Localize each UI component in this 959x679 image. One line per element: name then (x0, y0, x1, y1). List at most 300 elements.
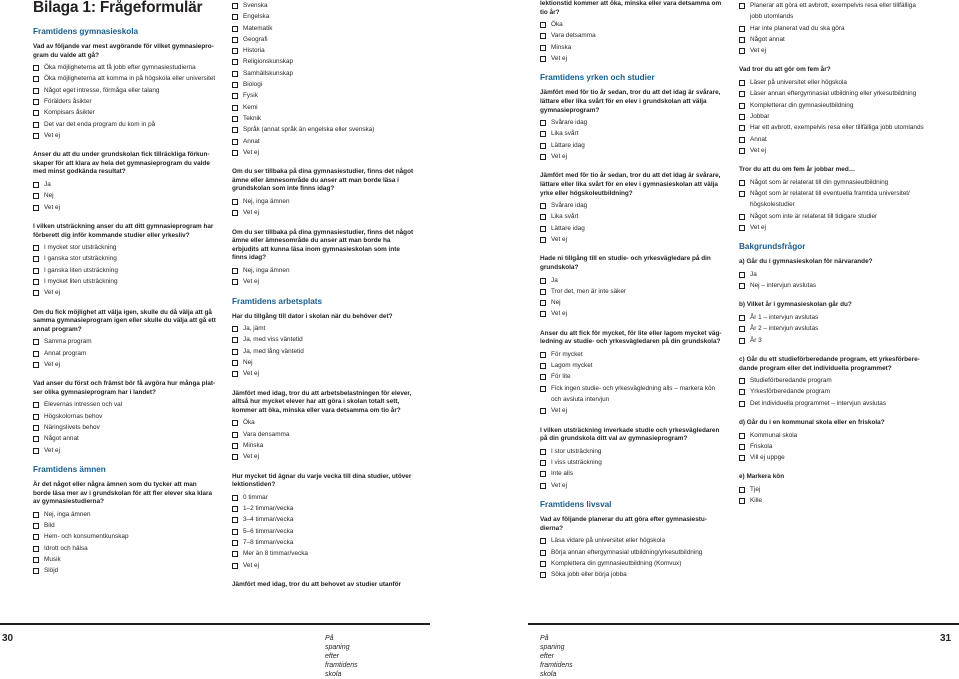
answer-option-label: Lika svårt (551, 213, 579, 221)
answer-option-label: Nej, inga ämnen (44, 510, 91, 518)
answer-option-label: Svenska (243, 2, 268, 9)
answer-option (739, 211, 929, 222)
answer-option-label: Kommunal skola (750, 431, 798, 439)
answer-option (33, 287, 216, 298)
answer-option-label: Vara detsamma (551, 32, 596, 40)
checkbox-icon[interactable] (540, 538, 546, 544)
answer-option (739, 45, 929, 56)
checkbox-icon[interactable] (739, 180, 745, 186)
answer-option (232, 526, 417, 537)
checkbox-icon[interactable] (232, 37, 238, 43)
answer-option-label: I viss utsträckning (551, 459, 602, 467)
answer-option (540, 53, 725, 64)
checkbox-icon[interactable] (540, 120, 546, 126)
checkbox-icon[interactable] (540, 278, 546, 284)
checkbox-icon[interactable] (540, 449, 546, 455)
checkbox-icon[interactable] (232, 93, 238, 99)
answer-option (232, 323, 417, 334)
checkbox-icon[interactable] (33, 205, 39, 211)
answer-option (540, 457, 725, 468)
checkbox-icon[interactable] (33, 534, 39, 540)
answer-option-label: Kemi (243, 103, 258, 111)
checkbox-icon[interactable] (540, 471, 546, 477)
answer-option-label: Lika svårt (551, 130, 579, 138)
checkbox-icon[interactable] (232, 268, 238, 274)
checkbox-icon[interactable] (33, 182, 39, 188)
checkbox-icon[interactable] (540, 203, 546, 209)
checkbox-icon[interactable] (739, 444, 745, 450)
checkbox-icon[interactable] (232, 150, 238, 156)
answer-option (33, 179, 216, 190)
checkbox-icon[interactable] (540, 363, 546, 369)
answer-option-label: Lättare idag (551, 224, 585, 232)
checkbox-icon[interactable] (232, 337, 238, 343)
checkbox-icon[interactable] (33, 414, 39, 420)
checkbox-icon[interactable] (232, 551, 238, 557)
checkbox-icon[interactable] (232, 48, 238, 54)
checkbox-icon[interactable] (232, 529, 238, 535)
question-text: Jämfört med idag, tror du att arbetsbelastningen för elever, alltså hur mycket elever har att göra i skolan totalt sett, kommer att öka, minska eller vara detsamma om tio år? (232, 389, 412, 414)
answer-option (232, 346, 417, 357)
answer-option (33, 359, 216, 370)
checkbox-icon[interactable] (33, 245, 39, 251)
answer-option-label: Vet ej (44, 289, 60, 297)
answer-option (739, 100, 929, 111)
answer-option-label: Läser på universitet eller högskola (750, 79, 847, 87)
right-page-column-1 (540, 0, 725, 580)
footer-rule-left (0, 623, 430, 625)
answer-option (232, 429, 417, 440)
checkbox-icon[interactable] (540, 143, 546, 149)
answer-option (232, 514, 417, 525)
checkbox-icon[interactable] (540, 311, 546, 317)
answer-option (232, 147, 417, 158)
checkbox-icon[interactable] (739, 103, 745, 109)
checkbox-icon[interactable] (232, 506, 238, 512)
checkbox-icon[interactable] (232, 495, 238, 501)
answer-option-label: Komplettera din gymnasieutbildning (Komvux) (551, 559, 682, 567)
answer-option-label: Vet ej (750, 223, 766, 231)
checkbox-icon[interactable] (540, 550, 546, 556)
question-text: I vilken utsträckning anser du att ditt gymnasieprogram har förberett dig inför kommande studier eller yrkesliv? (33, 222, 214, 239)
checkbox-icon[interactable] (739, 26, 745, 32)
checkbox-icon[interactable] (33, 339, 39, 345)
checkbox-icon[interactable] (739, 378, 745, 384)
checkbox-icon[interactable] (739, 433, 745, 439)
answer-option (33, 107, 216, 118)
checkbox-icon[interactable] (33, 110, 39, 116)
question-text: Tror du att du om fem år jobbar med… (739, 166, 856, 174)
checkbox-icon[interactable] (33, 76, 39, 82)
answer-option (33, 336, 216, 347)
answer-option-label: Slöjd (44, 567, 59, 575)
checkbox-icon[interactable] (232, 279, 238, 285)
checkbox-icon[interactable] (540, 386, 546, 392)
answer-option (232, 334, 417, 345)
answer-option (232, 45, 417, 56)
checkbox-icon[interactable] (232, 71, 238, 77)
answer-option-label: Nej, inga ämnen (243, 266, 290, 274)
answer-option-label: Samhällskunskap (243, 69, 294, 77)
checkbox-icon[interactable] (232, 371, 238, 377)
answer-option (540, 42, 725, 53)
checkbox-icon[interactable] (232, 139, 238, 145)
answer-option (33, 242, 216, 253)
answer-option-label: Vara densamma (243, 430, 290, 438)
checkbox-icon[interactable] (33, 279, 39, 285)
answer-option-label: I mycket stor utsträckning (44, 244, 117, 252)
answer-option (739, 386, 929, 397)
question-text: Vad av följande planerar du att göra efter gymnasiestudierna? (540, 516, 707, 532)
answer-option (540, 140, 725, 151)
answer-option-label: Nej (44, 192, 54, 200)
answer-option-label: Lättare idag (551, 141, 585, 149)
answer-option-label: Ja (750, 270, 757, 278)
answer-option-label: Hem- och konsumentkunskap (44, 533, 129, 541)
answer-option-label: Nej, inga ämnen (243, 197, 290, 205)
checkbox-icon[interactable] (540, 45, 546, 51)
answer-option-label: Musik (44, 555, 61, 563)
checkbox-icon[interactable] (232, 127, 238, 133)
answer-option (540, 30, 725, 41)
answer-option (33, 96, 216, 107)
answer-option-label: 1–2 timmar/vecka (243, 505, 294, 513)
checkbox-icon[interactable] (739, 191, 745, 197)
left-page-column-1 (33, 0, 216, 577)
answer-option (33, 202, 216, 213)
checkbox-icon[interactable] (739, 389, 745, 395)
checkbox-icon[interactable] (739, 225, 745, 231)
answer-option (33, 554, 216, 565)
question-text: Jämfört med för tio år sedan, tror du att det idag är svårare, lättare eller lika svårt för en elev i gymnasieskolan att välja yrke eller högskoleutbildning? (540, 172, 721, 197)
checkbox-icon[interactable] (33, 568, 39, 574)
answer-option (232, 503, 417, 514)
checkbox-icon[interactable] (540, 56, 546, 62)
answer-option-label: Svårare idag (551, 202, 588, 210)
answer-option-label: Söka jobb eller börja jobba (551, 571, 627, 579)
answer-option (33, 119, 216, 130)
answer-option-label: Matematik (243, 24, 273, 32)
answer-option (33, 265, 216, 276)
checkbox-icon[interactable] (33, 402, 39, 408)
answer-option (33, 411, 216, 422)
checkbox-icon[interactable] (232, 210, 238, 216)
answer-option (739, 134, 929, 145)
answer-option-label: Vet ej (44, 446, 60, 454)
answer-option (33, 85, 216, 96)
answer-option (540, 297, 725, 308)
checkbox-icon[interactable] (540, 408, 546, 414)
answer-option (33, 62, 216, 73)
section-heading: Framtidens gymnasieskola (33, 27, 139, 36)
question-text: Om du ser tillbaka på dina gymnasiestudier, finns det något ämne eller ämnesområde du anser att man borde ha erbjudits att kunna läsa inom gymnasieskolan som inte finns idag? (232, 228, 414, 262)
checkbox-icon[interactable] (33, 65, 39, 71)
answer-option-label: Kompletterar din gymnasieutbildning (750, 101, 854, 109)
answer-option-label: Fysik (243, 92, 258, 100)
answer-option-label: Religionskunskap (243, 58, 294, 66)
checkbox-icon[interactable] (33, 557, 39, 563)
checkbox-icon[interactable] (33, 362, 39, 368)
answer-option-label: Förälders åsikter (44, 98, 92, 106)
checkbox-icon[interactable] (739, 283, 745, 289)
answer-option (540, 117, 725, 128)
checkbox-icon[interactable] (540, 237, 546, 243)
answer-option-label: Minska (243, 441, 264, 449)
page-title: Bilaga 1: Frågeformulär (33, 0, 203, 16)
answer-option (739, 280, 929, 291)
question-text: Har du tillgång till dator i skolan när du behöver det? (232, 312, 393, 320)
answer-option-label: Vet ej (44, 131, 60, 139)
answer-option-label: Ja (44, 181, 51, 189)
checkbox-icon[interactable] (33, 512, 39, 518)
checkbox-icon[interactable] (232, 14, 238, 20)
checkbox-icon[interactable] (540, 300, 546, 306)
checkbox-icon[interactable] (33, 99, 39, 105)
checkbox-icon[interactable] (33, 268, 39, 274)
answer-option-label: Vet ej (750, 47, 766, 55)
question-text: Är det något eller några ämnen som du tycker att man borde läsa mer av i grundskolan för att fler elever ska klara av gymnasiestudierna? (33, 480, 213, 506)
answer-option-label: Nej (243, 358, 253, 366)
answer-option (739, 145, 929, 156)
checkbox-icon[interactable] (540, 289, 546, 295)
answer-option (232, 548, 417, 559)
answer-option-label: 0 timmar (243, 493, 268, 501)
checkbox-icon[interactable] (540, 460, 546, 466)
answer-option-label: Har ett avbrott, exempelvis resa eller tillfälliga jobb utomlands (750, 124, 924, 132)
checkbox-icon[interactable] (739, 91, 745, 97)
answer-option-label: Vill ej uppge (750, 454, 785, 462)
checkbox-icon[interactable] (540, 22, 546, 28)
answer-option (739, 441, 929, 452)
answer-option-label: Inte alls (551, 470, 574, 478)
answer-option-label: I ganska stor utsträckning (44, 255, 117, 263)
checkbox-icon[interactable] (33, 351, 39, 357)
answer-option-label: Vet ej (243, 148, 259, 156)
checkbox-icon[interactable] (739, 48, 745, 54)
answer-option-label: Har inte planerat vad du ska göra (750, 24, 845, 32)
answer-option-label: Mer än 8 timmar/vecka (243, 550, 308, 558)
answer-option (232, 113, 417, 124)
checkbox-icon[interactable] (739, 401, 745, 407)
checkbox-icon[interactable] (232, 26, 238, 32)
checkbox-icon[interactable] (232, 82, 238, 88)
answer-option-label: Annat program (44, 349, 87, 357)
answer-option (232, 560, 417, 571)
checkbox-icon[interactable] (232, 3, 238, 9)
answer-option (33, 433, 216, 444)
question-text: Anser du att fick för mycket, för lite eller lagom mycket vägledning av studie- och yrkesvägledaren på din grundskola? (540, 329, 722, 346)
answer-option-label: Idrott och hälsa (44, 544, 88, 552)
checkbox-icon[interactable] (232, 432, 238, 438)
answer-option-label: Kompisars åsikter (44, 109, 95, 117)
answer-option-label: Fick ingen studie- och yrkesvägledning alls – markera kön och avsluta intervjun (551, 384, 716, 404)
answer-option-label: Bild (44, 522, 55, 530)
checkbox-icon[interactable] (540, 572, 546, 578)
question-text: Jämfört med för tio år sedan, tror du att det idag är svårare, lättare eller lika svårt för en elev i grundskolan att välja gymnasieprogram? (540, 89, 721, 114)
answer-option (540, 128, 725, 139)
answer-option-label: Jobbar (750, 112, 770, 120)
answer-option-label: Börja annan eftergymnasial utbildning/yrkesutbildning (551, 548, 703, 556)
checkbox-icon[interactable] (33, 193, 39, 199)
answer-option (540, 234, 725, 245)
checkbox-icon[interactable] (739, 80, 745, 86)
answer-option (232, 23, 417, 34)
answer-option (232, 0, 417, 11)
answer-option-label: I stor utsträckning (551, 447, 602, 455)
answer-option-label: Näringslivets behov (44, 424, 100, 432)
answer-option (540, 275, 725, 286)
checkbox-icon[interactable] (739, 455, 745, 461)
checkbox-icon[interactable] (232, 105, 238, 111)
checkbox-icon[interactable] (232, 517, 238, 523)
answer-option-label: Nej – intervjun avslutas (750, 282, 817, 290)
answer-option (739, 0, 929, 23)
answer-option-label: Öka (551, 21, 563, 29)
question-text: a) Går du i gymnasieskolan för närvarande? (739, 258, 873, 266)
checkbox-icon[interactable] (540, 483, 546, 489)
answer-option (540, 480, 725, 491)
answer-option-label: Vet ej (750, 146, 766, 154)
answer-option (232, 102, 417, 113)
checkbox-icon[interactable] (540, 374, 546, 380)
answer-option-label: Vet ej (551, 481, 567, 489)
answer-option (540, 211, 725, 222)
answer-option-label: I ganska liten utsträckning (44, 266, 118, 274)
answer-option (540, 405, 725, 416)
answer-option-label: Vet ej (243, 209, 259, 217)
answer-option-label: För lite (551, 373, 571, 381)
checkbox-icon[interactable] (739, 498, 745, 504)
answer-option (232, 451, 417, 462)
answer-option (739, 452, 929, 463)
answer-option (33, 543, 216, 554)
answer-option (232, 68, 417, 79)
checkbox-icon[interactable] (232, 540, 238, 546)
question-text: Jämfört med idag, tror du att behovet av studier utanför (232, 580, 402, 588)
answer-option (232, 265, 417, 276)
checkbox-icon[interactable] (739, 272, 745, 278)
answer-option-label: Geografi (243, 35, 268, 43)
answer-option-label: Svårare idag (551, 119, 588, 127)
answer-option-label: Ja, med viss väntetid (243, 336, 303, 344)
checkbox-icon[interactable] (232, 116, 238, 122)
answer-option (540, 360, 725, 371)
checkbox-icon[interactable] (232, 563, 238, 569)
checkbox-icon[interactable] (33, 122, 39, 128)
answer-option (540, 569, 725, 580)
answer-option (739, 312, 929, 323)
answer-option-label: Det var det enda program du kom in på (44, 120, 156, 128)
checkbox-icon[interactable] (540, 154, 546, 160)
checkbox-icon[interactable] (739, 338, 745, 344)
checkbox-icon[interactable] (739, 137, 745, 143)
checkbox-icon[interactable] (232, 326, 238, 332)
question-text: d) Går du i en kommunal skola eller en friskola? (739, 418, 885, 426)
answer-option (232, 11, 417, 22)
checkbox-icon[interactable] (33, 523, 39, 529)
checkbox-icon[interactable] (33, 546, 39, 552)
answer-option-label: Vet ej (243, 370, 259, 378)
answer-option (540, 19, 725, 30)
checkbox-icon[interactable] (232, 420, 238, 426)
checkbox-icon[interactable] (33, 133, 39, 139)
checkbox-icon[interactable] (540, 561, 546, 567)
answer-option-label: Det individuella programmet – intervjun avslutas (750, 399, 887, 407)
answer-option (739, 122, 929, 133)
answer-option (33, 445, 216, 456)
answer-option-label: Elevernas intressen och val (44, 401, 123, 409)
checkbox-icon[interactable] (739, 487, 745, 493)
answer-option (232, 368, 417, 379)
answer-option (739, 222, 929, 233)
checkbox-icon[interactable] (540, 214, 546, 220)
answer-option (232, 276, 417, 287)
checkbox-icon[interactable] (232, 59, 238, 65)
answer-option (540, 383, 725, 406)
answer-option (232, 90, 417, 101)
answer-option (739, 398, 929, 409)
checkbox-icon[interactable] (232, 349, 238, 355)
answer-option (739, 495, 929, 506)
answer-option-label: År 2 – intervjun avslutas (750, 325, 819, 333)
question-text: Anser du att du under grundskolan fick tillräckliga förkunskaper för att klara av hela det gymnasieprogram du valde med minst godkända resultat? (33, 151, 210, 176)
answer-option-label: År 1 – intervjun avslutas (750, 314, 819, 322)
answer-option-label: Vet ej (551, 310, 567, 318)
answer-option-label: Minska (551, 43, 572, 51)
answer-option (232, 196, 417, 207)
answer-option-label: Tjej (750, 486, 761, 494)
answer-option (232, 34, 417, 45)
answer-option (540, 371, 725, 382)
checkbox-icon[interactable] (33, 448, 39, 454)
answer-option-label: Vet ej (243, 453, 259, 461)
question-text: I vilken utsträckning inverkade studie och yrkesvägledaren på din grundskola ditt val av gymnasieprogram? (540, 426, 720, 443)
checkbox-icon[interactable] (540, 352, 546, 358)
checkbox-icon[interactable] (739, 326, 745, 332)
checkbox-icon[interactable] (540, 226, 546, 232)
checkbox-icon[interactable] (739, 315, 745, 321)
answer-option (540, 151, 725, 162)
answer-option (232, 79, 417, 90)
checkbox-icon[interactable] (33, 425, 39, 431)
answer-option-label: Något annat (750, 35, 785, 43)
checkbox-icon[interactable] (232, 360, 238, 366)
checkbox-icon[interactable] (540, 131, 546, 137)
checkbox-icon[interactable] (739, 214, 745, 220)
checkbox-icon[interactable] (540, 33, 546, 39)
answer-option (739, 23, 929, 34)
checkbox-icon[interactable] (33, 290, 39, 296)
answer-option-label: Annat (243, 137, 260, 145)
answer-option (33, 253, 216, 264)
checkbox-icon[interactable] (739, 125, 745, 131)
checkbox-icon[interactable] (232, 199, 238, 205)
answer-option-label: Engelska (243, 13, 270, 21)
checkbox-icon[interactable] (739, 3, 745, 9)
checkbox-icon[interactable] (232, 454, 238, 460)
checkbox-icon[interactable] (739, 37, 745, 43)
checkbox-icon[interactable] (33, 256, 39, 262)
answer-option-label: Något som är relaterat till eventuella framtida universitet/ högskolestudier (750, 190, 910, 209)
checkbox-icon[interactable] (232, 443, 238, 449)
answer-option-label: Planerar att göra ett avbrott, exempelvis resa eller tillfälliga jobb utomlands (750, 2, 916, 21)
answer-option-label: Något som är relaterat till din gymnasieutbildning (750, 178, 889, 186)
checkbox-icon[interactable] (33, 436, 39, 442)
checkbox-icon[interactable] (33, 88, 39, 94)
checkbox-icon[interactable] (739, 148, 745, 154)
checkbox-icon[interactable] (739, 114, 745, 120)
answer-option-label: I mycket liten utsträckning (44, 278, 118, 286)
